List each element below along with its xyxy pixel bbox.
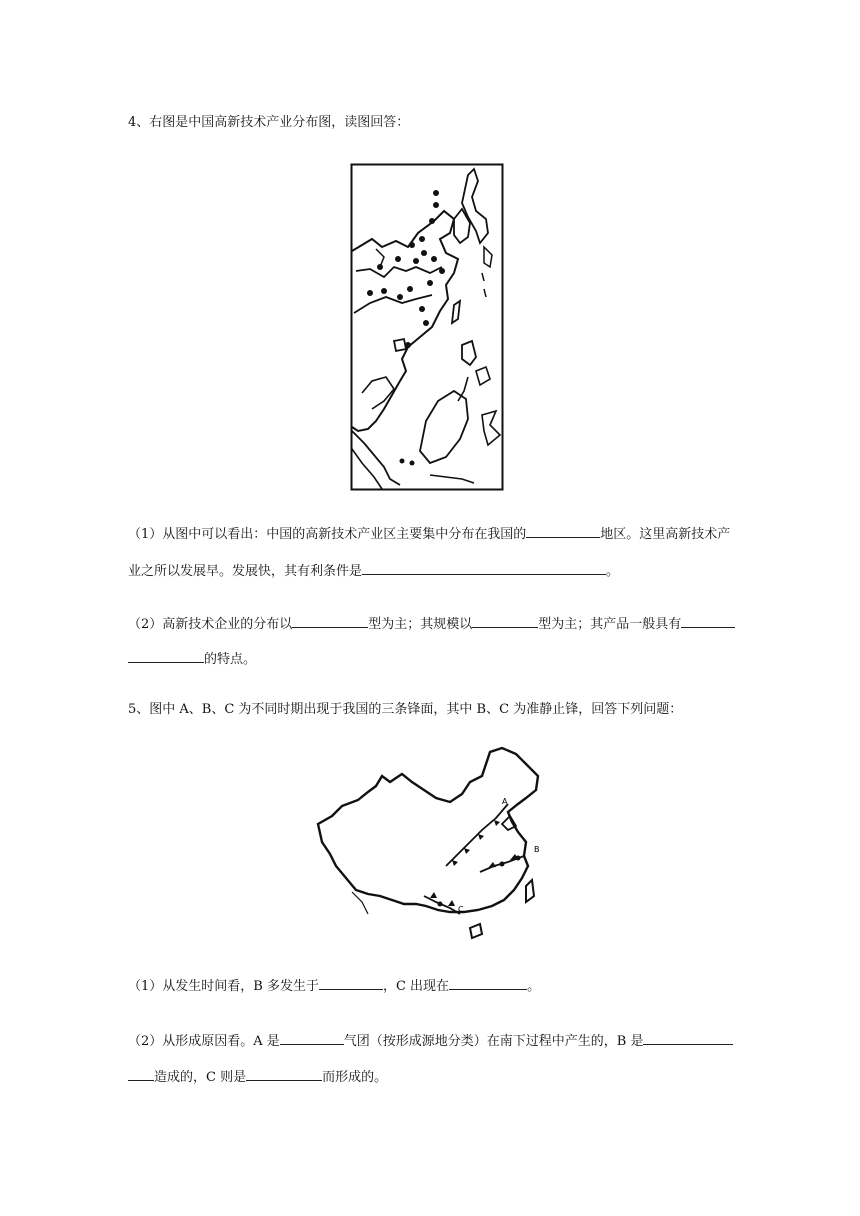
china-fronts-map xyxy=(312,746,544,942)
answer-blank[interactable] xyxy=(128,1068,154,1081)
q4-title: 4、右图是中国高新技术产业分布图，读图回答： xyxy=(128,115,410,130)
answer-blank[interactable] xyxy=(246,1068,322,1081)
q4-part2-line1 xyxy=(128,615,735,633)
q4-part2-text-c: 型为主；其产品一般具有 xyxy=(538,617,682,632)
q4-part1-text-d: 。 xyxy=(606,564,620,579)
q4-part2-text-a: （2）高新技术企业的分布以 xyxy=(128,617,293,632)
answer-blank[interactable] xyxy=(472,615,538,628)
answer-blank[interactable] xyxy=(526,525,600,538)
q4-part1-line2 xyxy=(128,562,619,580)
q5-title: 5、图中 A、B、C 为不同时期出现于我国的三条锋面，其中 B、C 为准静止锋，回答下列问题： xyxy=(128,702,683,717)
answer-blank[interactable] xyxy=(643,1032,733,1045)
front-a-label: A xyxy=(502,797,508,806)
q4-part1-text-c: 业之所以发展早。发展快，其有利条件是 xyxy=(128,564,363,579)
q5-part1-text-b: ，C 出现在 xyxy=(382,979,450,994)
answer-blank[interactable] xyxy=(280,1032,344,1045)
q5-part2-line1 xyxy=(128,1032,733,1050)
answer-blank[interactable] xyxy=(319,977,383,990)
answer-blank[interactable] xyxy=(449,977,527,990)
q5-part2-text-b: 气团（按形成源地分类）在南下过程中产生的，B 是 xyxy=(343,1034,644,1049)
hightech-distribution-map xyxy=(350,163,504,491)
answer-blank[interactable] xyxy=(681,615,735,628)
answer-blank[interactable] xyxy=(128,650,204,663)
q4-part2-text-d: 的特点。 xyxy=(204,652,257,667)
q5-part1 xyxy=(128,977,540,995)
answer-blank[interactable] xyxy=(362,562,606,575)
q4-part1-text-a: （1）从图中可以看出：中国的高新技术产业区主要集中分布在我国的 xyxy=(128,527,527,542)
q4-part1-line1 xyxy=(128,525,730,543)
front-c-label: C xyxy=(458,905,464,914)
q5-part2-text-a: （2）从形成原因看。A 是 xyxy=(128,1034,280,1049)
q5-part1-text-a: （1）从发生时间看，B 多发生于 xyxy=(128,979,319,994)
q4-part1-text-b: 地区。这里高新技术产 xyxy=(600,527,731,542)
q5-part2-text-c: 造成的，C 则是 xyxy=(154,1070,247,1085)
q5-part2-text-d: 而形成的。 xyxy=(322,1070,388,1085)
q4-part2-line2 xyxy=(128,650,256,668)
q5-part2-line2 xyxy=(128,1068,387,1086)
answer-blank[interactable] xyxy=(292,615,368,628)
q5-part1-text-c: 。 xyxy=(527,979,541,994)
front-b-label: B xyxy=(534,845,540,854)
q4-part2-text-b: 型为主；其规模以 xyxy=(368,617,473,632)
